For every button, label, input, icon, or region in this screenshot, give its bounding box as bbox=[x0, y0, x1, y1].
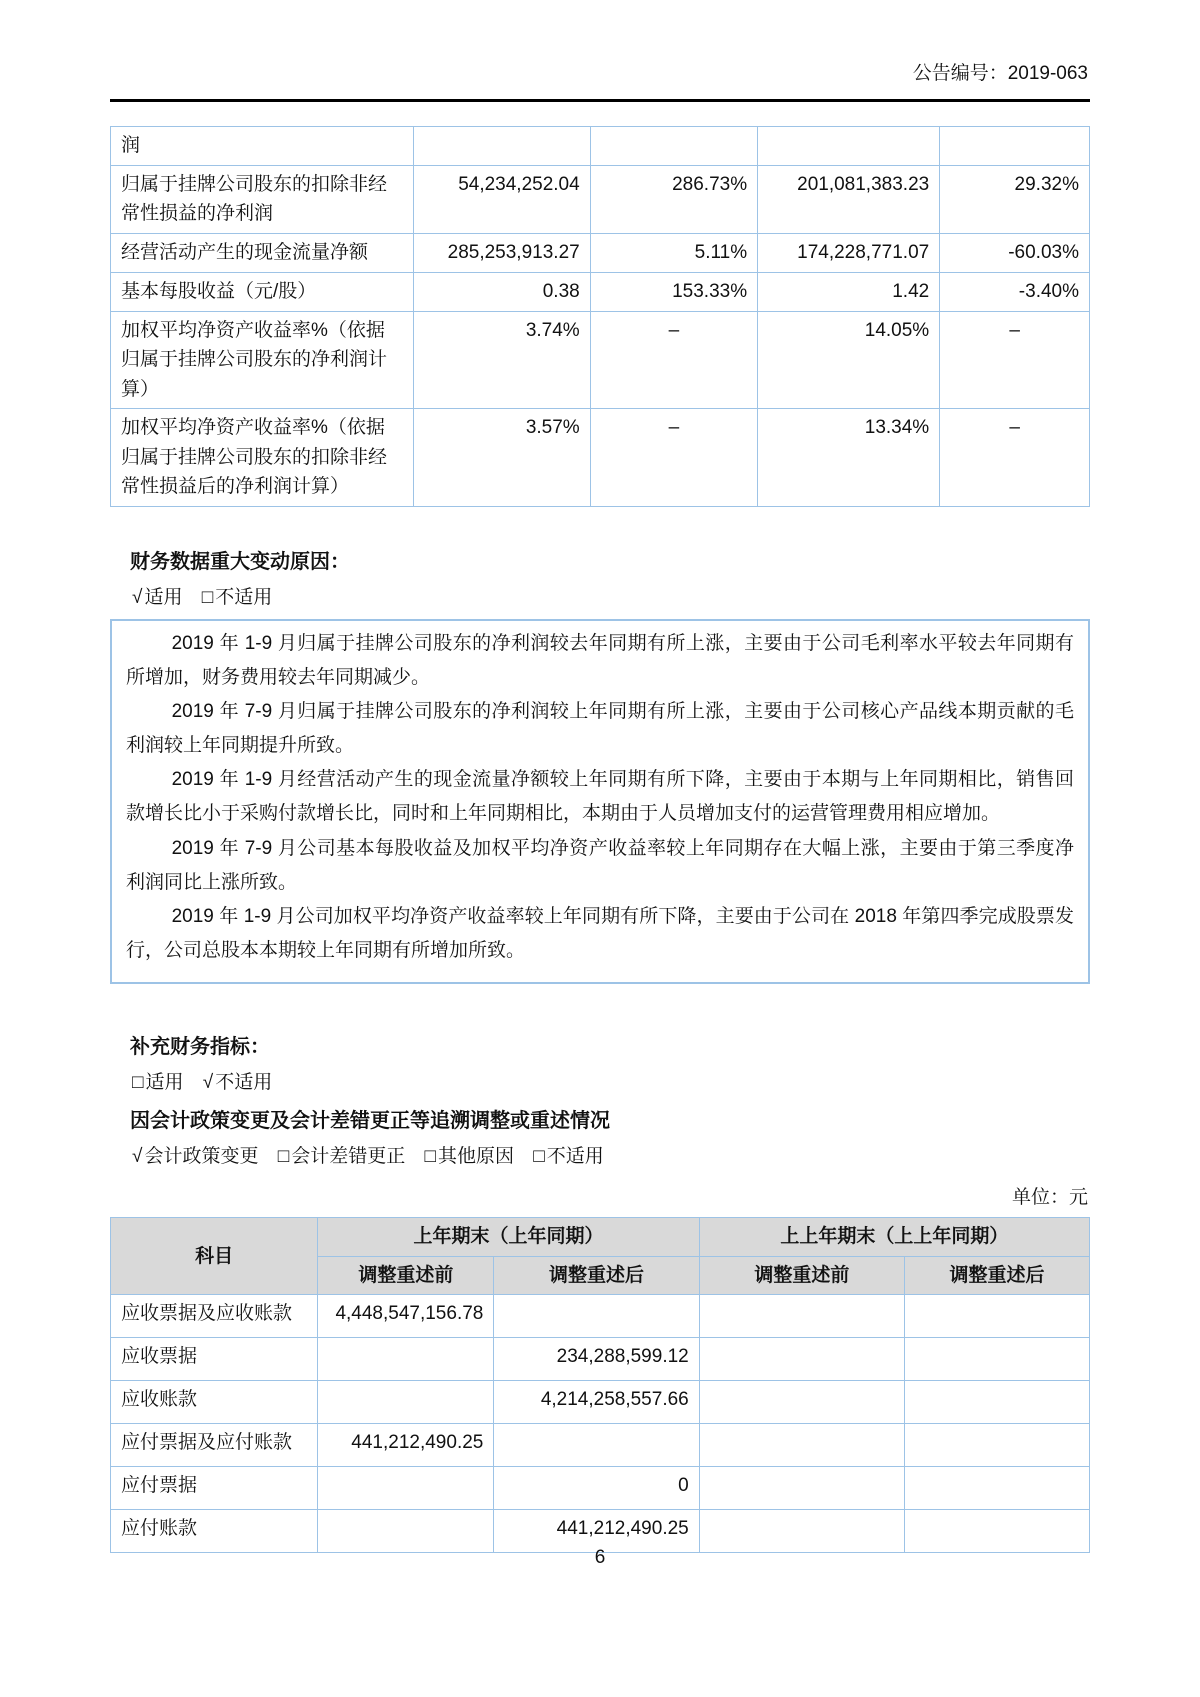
amount-cell bbox=[905, 1467, 1090, 1510]
amount-cell bbox=[494, 1295, 699, 1338]
supplement-applicability bbox=[110, 1067, 1090, 1094]
option-label: 会计政策变更 bbox=[144, 1146, 259, 1168]
column-header-before: 调整重述前 bbox=[318, 1256, 494, 1294]
indicator-value: – bbox=[590, 409, 757, 506]
table-row bbox=[111, 1295, 1090, 1338]
checkbox-icon: □ bbox=[201, 586, 214, 608]
check-icon: √ bbox=[132, 586, 143, 608]
option-other-reason bbox=[425, 1146, 515, 1167]
amount-cell: 4,448,547,156.78 bbox=[318, 1295, 494, 1338]
indicator-value: 201,081,383.23 bbox=[758, 166, 940, 234]
amount-cell bbox=[905, 1338, 1090, 1381]
indicator-value: 286.73% bbox=[590, 166, 757, 234]
amount-cell bbox=[699, 1295, 904, 1338]
amount-cell bbox=[699, 1467, 904, 1510]
checkbox-icon: □ bbox=[533, 1146, 545, 1168]
restatement-section-title: 因会计政策变更及会计差错更正等追溯调整或重述情况 bbox=[130, 1110, 610, 1133]
option-not-applicable bbox=[533, 1146, 604, 1167]
page-number: 6 bbox=[594, 1547, 606, 1568]
option-label: 适用 bbox=[144, 586, 183, 608]
amount-cell bbox=[905, 1381, 1090, 1424]
restatement-options bbox=[110, 1141, 1090, 1168]
indicator-value: 29.32% bbox=[940, 166, 1090, 234]
option-not-applicable bbox=[202, 587, 273, 608]
indicator-value bbox=[590, 127, 757, 166]
option-applicable bbox=[132, 1072, 184, 1093]
option-label: 适用 bbox=[145, 1072, 184, 1094]
announcement-number: 公告编号：2019-063 bbox=[912, 63, 1088, 84]
amount-cell bbox=[494, 1424, 699, 1467]
table-row bbox=[111, 127, 1090, 166]
amount-cell: 0 bbox=[494, 1467, 699, 1510]
option-label: 其他原因 bbox=[438, 1146, 515, 1168]
table-row bbox=[111, 1424, 1090, 1467]
amount-cell bbox=[318, 1467, 494, 1510]
indicator-value: 3.74% bbox=[414, 311, 590, 408]
check-icon: √ bbox=[202, 1072, 214, 1094]
column-header-after: 调整重述后 bbox=[905, 1256, 1090, 1294]
option-policy-change bbox=[132, 1146, 258, 1167]
checkbox-icon: □ bbox=[424, 1146, 436, 1168]
indicator-label: 经营活动产生的现金流量净额 bbox=[111, 233, 414, 272]
table-row bbox=[111, 311, 1090, 408]
supplement-section-title: 补充财务指标： bbox=[130, 1036, 270, 1059]
indicator-value: 3.57% bbox=[414, 409, 590, 506]
option-applicable bbox=[132, 587, 182, 608]
reason-paragraph: 2019 年 1-9 月公司加权平均净资产收益率较上年同期有所下降，主要由于公司在 2018 年第四季完成股票发行，公司总股本本期较上年同期有所增加所致。 bbox=[126, 906, 1074, 962]
check-icon: √ bbox=[132, 1146, 143, 1168]
column-group-prev-period: 上年期末（上年同期） bbox=[318, 1218, 699, 1256]
reason-paragraph: 2019 年 7-9 月归属于挂牌公司股东的净利润较上年同期有所上涨，主要由于公司核心产品线本期贡献的毛利润较上年同期提升所致。 bbox=[126, 700, 1074, 757]
reason-paragraph: 2019 年 1-9 月归属于挂牌公司股东的净利润较去年同期有所上涨，主要由于公司毛利率水平较去年同期有所增加，财务费用较去年同期减少。 bbox=[126, 632, 1074, 688]
amount-cell bbox=[318, 1381, 494, 1424]
indicator-value: 285,253,913.27 bbox=[414, 233, 590, 272]
indicator-value: 5.11% bbox=[590, 233, 757, 272]
amount-cell: 4,214,258,557.66 bbox=[494, 1381, 699, 1424]
subject-label: 应付票据及应付账款 bbox=[111, 1424, 318, 1467]
option-error-correction bbox=[278, 1146, 406, 1167]
subject-label: 应付账款 bbox=[111, 1510, 318, 1553]
amount-cell: 441,212,490.25 bbox=[318, 1424, 494, 1467]
header-divider bbox=[110, 99, 1090, 102]
amount-cell bbox=[699, 1424, 904, 1467]
indicator-value: 174,228,771.07 bbox=[758, 233, 940, 272]
amount-cell bbox=[318, 1338, 494, 1381]
checkbox-icon: □ bbox=[132, 1072, 144, 1094]
subject-label: 应收票据 bbox=[111, 1338, 318, 1381]
column-header-subject: 科目 bbox=[111, 1218, 318, 1295]
column-group-prev-prev-period: 上上年期末（上上年同期） bbox=[699, 1218, 1089, 1256]
indicator-value bbox=[414, 127, 590, 166]
option-label: 不适用 bbox=[215, 586, 273, 608]
option-label: 会计差错更正 bbox=[291, 1146, 406, 1168]
amount-cell bbox=[905, 1295, 1090, 1338]
indicator-value: 1.42 bbox=[758, 272, 940, 311]
indicator-label: 加权平均净资产收益率%（依据归属于挂牌公司股东的净利润计算） bbox=[111, 311, 414, 408]
table-row bbox=[111, 166, 1090, 234]
indicator-value: 54,234,252.04 bbox=[414, 166, 590, 234]
amount-cell: 234,288,599.12 bbox=[494, 1338, 699, 1381]
indicator-value: – bbox=[590, 311, 757, 408]
table-row bbox=[111, 1381, 1090, 1424]
restatement-table bbox=[110, 1217, 1090, 1553]
checkbox-icon: □ bbox=[277, 1146, 290, 1168]
column-header-after: 调整重述后 bbox=[494, 1256, 699, 1294]
indicator-value bbox=[940, 127, 1090, 166]
reasons-text-box bbox=[110, 619, 1090, 985]
reason-paragraph: 2019 年 7-9 月公司基本每股收益及加权平均净资产收益率较上年同期存在大幅上涨，主要由于第三季度净利润同比上涨所致。 bbox=[126, 837, 1074, 893]
indicator-value: 153.33% bbox=[590, 272, 757, 311]
table-row bbox=[111, 409, 1090, 506]
table-row bbox=[111, 233, 1090, 272]
indicator-value: 13.34% bbox=[758, 409, 940, 506]
indicator-value: 0.38 bbox=[414, 272, 590, 311]
table-row bbox=[111, 1338, 1090, 1381]
reasons-section-title: 财务数据重大变动原因： bbox=[130, 550, 350, 573]
amount-cell: 441,212,490.25 bbox=[494, 1510, 699, 1553]
subject-label: 应付票据 bbox=[111, 1467, 318, 1510]
indicator-label: 基本每股收益（元/股） bbox=[111, 272, 414, 311]
table-header-row bbox=[111, 1218, 1090, 1256]
indicator-value bbox=[758, 127, 940, 166]
indicator-value: 14.05% bbox=[758, 311, 940, 408]
indicator-value: -3.40% bbox=[940, 272, 1090, 311]
indicator-value: – bbox=[940, 311, 1090, 408]
subject-label: 应收账款 bbox=[111, 1381, 318, 1424]
option-not-applicable bbox=[203, 1072, 272, 1093]
amount-cell bbox=[699, 1381, 904, 1424]
amount-cell bbox=[699, 1338, 904, 1381]
option-label: 不适用 bbox=[546, 1146, 604, 1168]
indicator-label: 加权平均净资产收益率%（依据归属于挂牌公司股东的扣除非经常性损益后的净利润计算） bbox=[111, 409, 414, 506]
subject-label: 应收票据及应收账款 bbox=[111, 1295, 318, 1338]
amount-cell bbox=[905, 1424, 1090, 1467]
unit-label: 单位：元 bbox=[1011, 1187, 1088, 1209]
table-row bbox=[111, 1467, 1090, 1510]
option-label: 不适用 bbox=[215, 1072, 273, 1094]
table-row bbox=[111, 272, 1090, 311]
column-header-before: 调整重述前 bbox=[699, 1256, 904, 1294]
financial-indicators-table bbox=[110, 126, 1090, 507]
indicator-value: – bbox=[940, 409, 1090, 506]
reasons-applicability bbox=[110, 582, 1090, 609]
indicator-value: -60.03% bbox=[940, 233, 1090, 272]
indicator-label: 归属于挂牌公司股东的扣除非经常性损益的净利润 bbox=[111, 166, 414, 234]
indicator-label: 润 bbox=[111, 127, 414, 166]
reason-paragraph: 2019 年 1-9 月经营活动产生的现金流量净额较上年同期有所下降，主要由于本期与上年同期相比，销售回款增长比小于采购付款增长比，同时和上年同期相比，本期由于人员增加支付的运营管理费用相应增加。 bbox=[126, 769, 1074, 825]
